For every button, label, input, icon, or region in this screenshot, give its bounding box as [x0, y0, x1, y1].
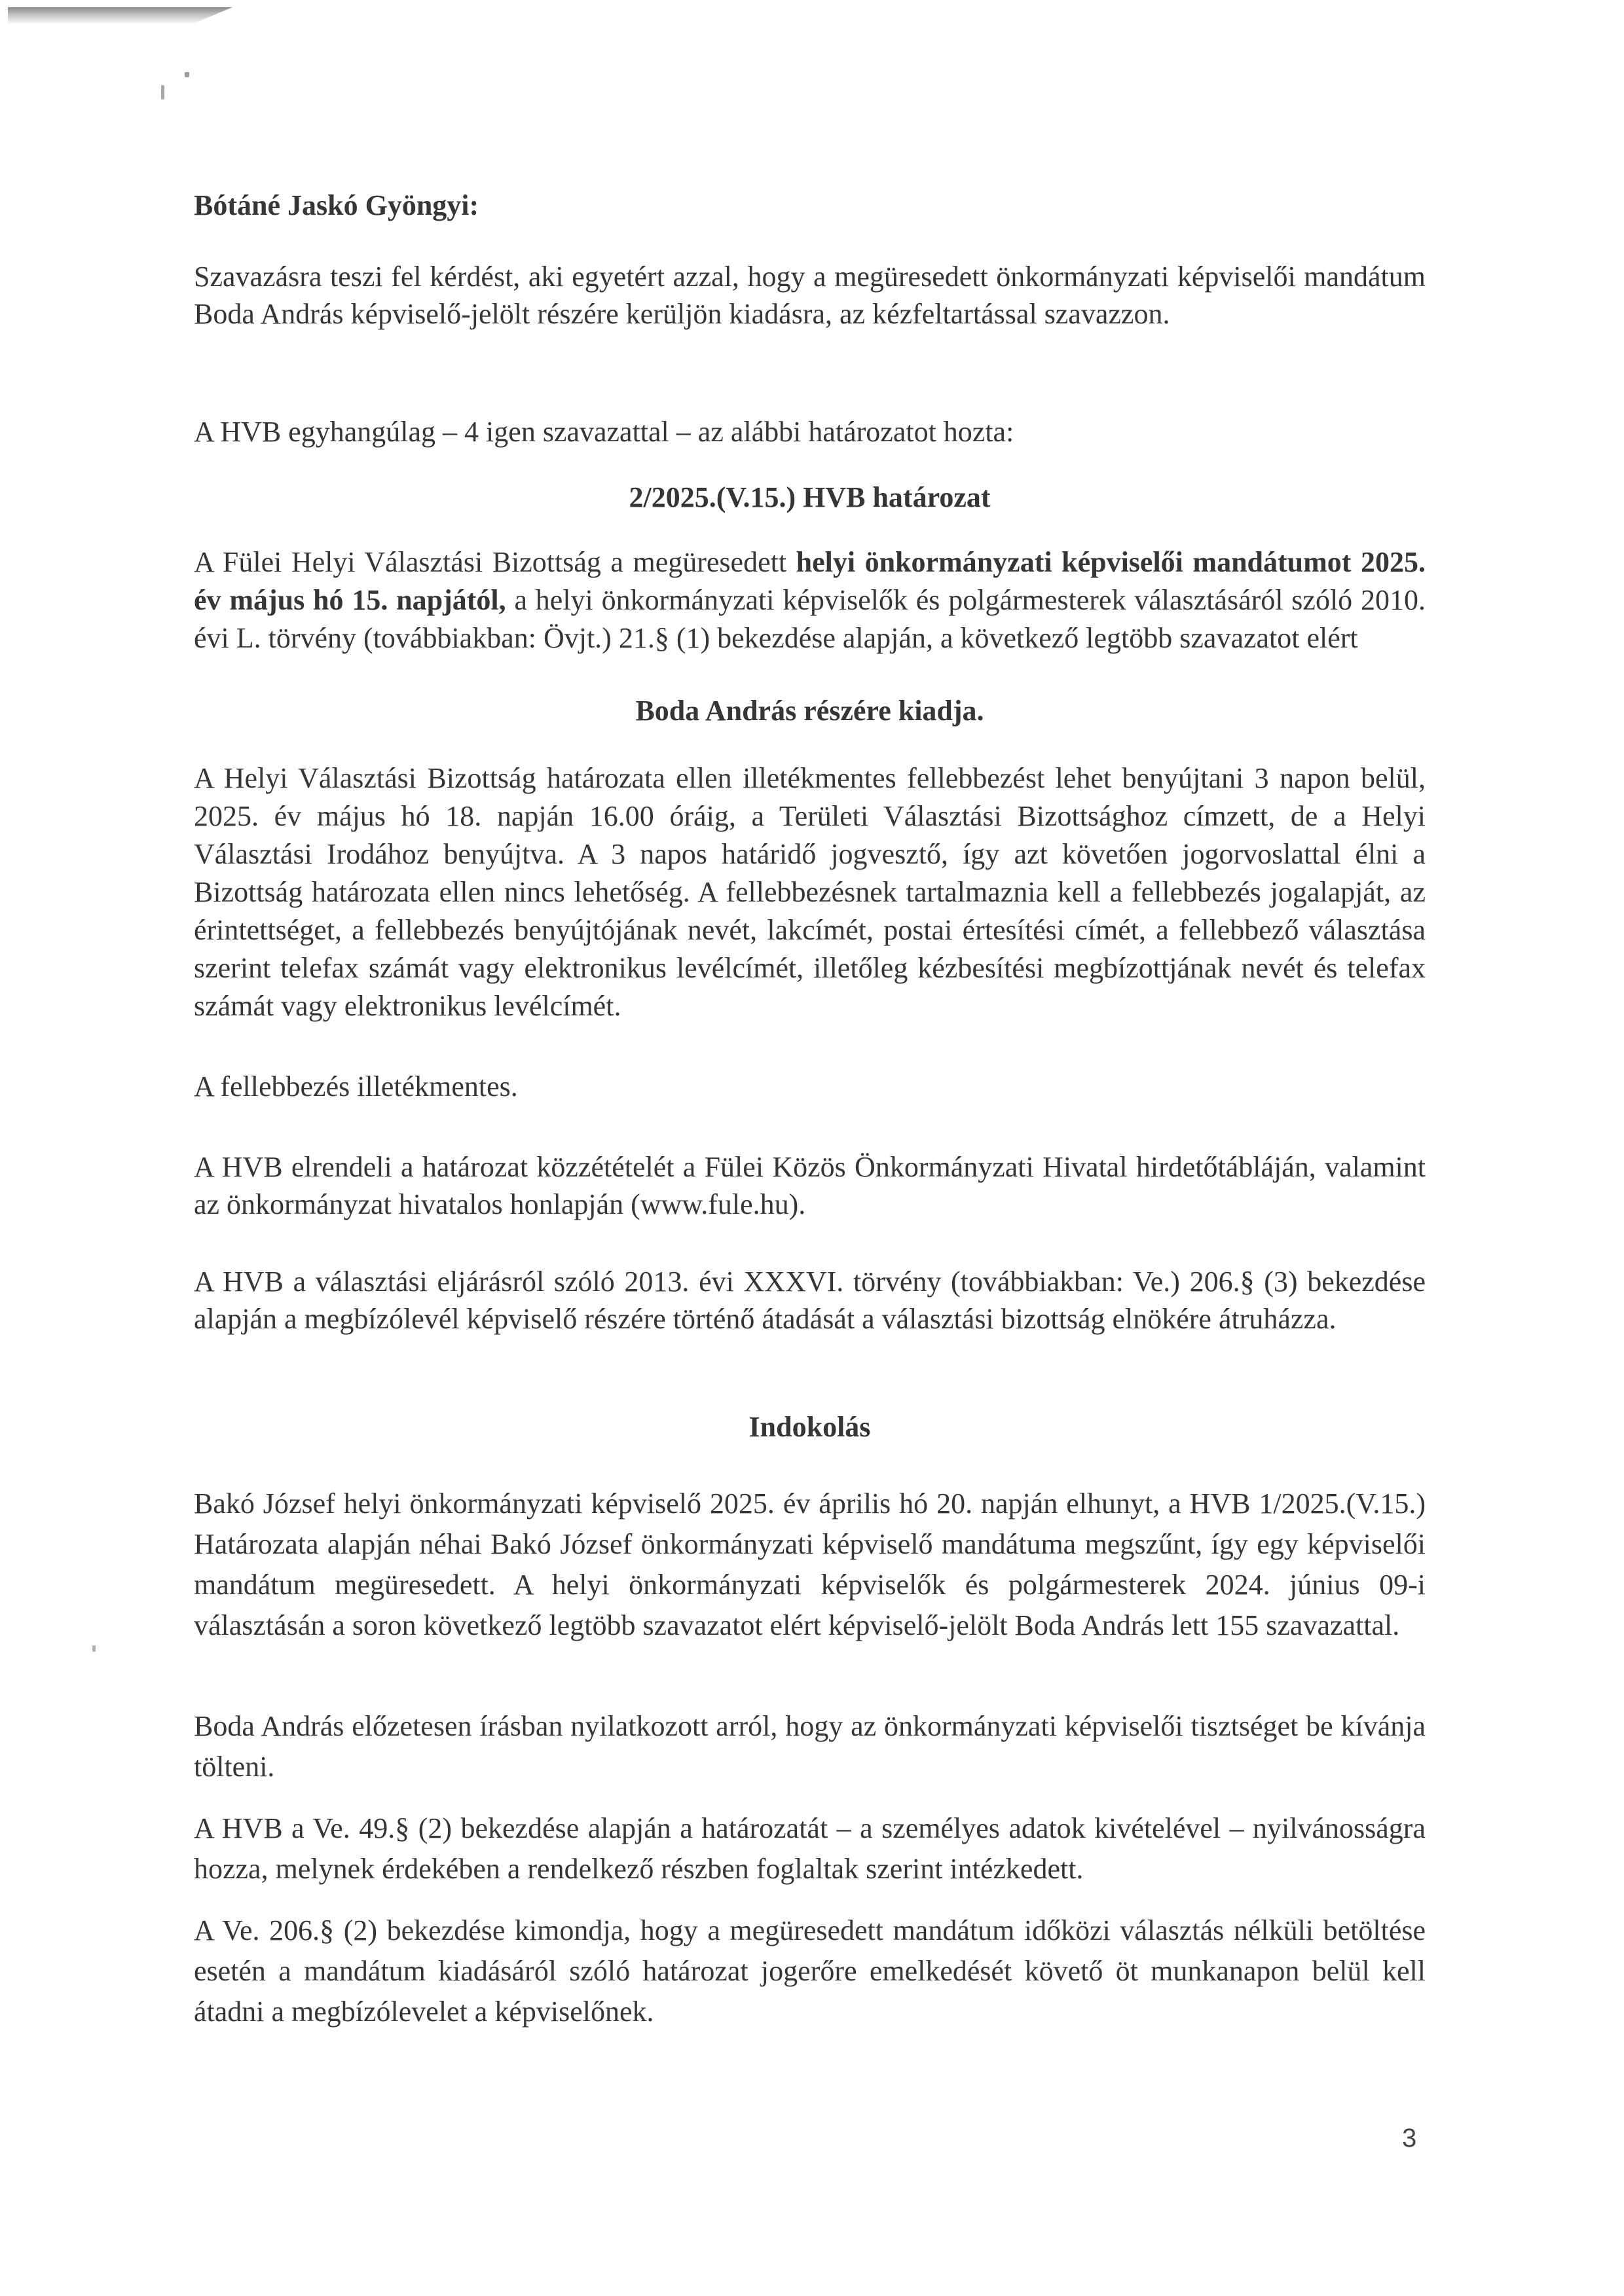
appeal-paragraph: A Helyi Választási Bizottság határozata ellen illetékmentes fellebbezést lehet benyújtani 3 napon belül, 2025. év május hó 18. napján 16.00 óráig, a Területi Választási Bizottsághoz címzett, de a Helyi Választási Irodához benyújtva. A 3 napos határidő jogvesztő, így azt követően jogorvoslattal élni a Bizottság határozata ellen nincs lehetőség. A fellebbezésnek tartalmaznia kell a fellebbezés jogalapját, az érintettséget, a fellebbezés benyújtójának nevét, lakcímét, postai értesítési címét, a fellebbező választása szerint telefax számát vagy elektronikus levélcímét, illetőleg kézbesítési megbízottjának nevét és telefax számát vagy elektronikus levélcímét.: [194, 762, 1426, 1022]
scan-speck: [161, 85, 164, 100]
justification-paragraph-3: A HVB a Ve. 49.§ (2) bekezdése alapján a határozatát – a személyes adatok kivételével – nyilvánosságra hozza, melynek érdekében a rendelkező részben foglaltak szerint intézkedett.: [194, 1812, 1426, 1885]
document-page: [194, 0, 1426, 2296]
justification-title: Indokolás: [748, 1411, 871, 1443]
page-number: 3: [1402, 2124, 1417, 2153]
scan-speck: [185, 72, 189, 77]
justification-paragraph-1: Bakó József helyi önkormányzati képviselő 2025. év április hó 20. napján elhunyt, a HVB 1/2025.(V.15.) Határozata alapján néhai Bakó József önkormányzati képviselő mandátuma megszűnt, így egy képviselői mandátum megüresedett. A helyi önkormányzati képviselők és polgármesterek 2024. június 09-i választásán a soron következő legtöbb szavazatot elért képviselő-jelölt Boda András lett 155 szavazattal.: [194, 1487, 1426, 1641]
justification-paragraph-2: Boda András előzetesen írásban nyilatkozott arról, hogy az önkormányzati képviselői tisztséget be kívánja tölteni.: [194, 1710, 1426, 1783]
appeal-fee-note: A fellebbezés illetékmentes.: [194, 1070, 518, 1102]
resolution-text-bold: helyi önkormányzati képviselői mandátumot 2025. év május hó 15. napjától,: [194, 546, 1426, 616]
resolution-text-part1: A Fülei Helyi Választási Bizottság a megüresedett: [194, 546, 796, 578]
vote-result: A HVB egyhangúlag – 4 igen szavazattal – az alábbi határozatot hozta:: [194, 416, 1014, 448]
speaker-name: Bótáné Jaskó Gyöngyi:: [194, 189, 479, 221]
scan-speck: [92, 1645, 96, 1652]
delegation-paragraph: A HVB a választási eljárásról szóló 2013. évi XXXVI. törvény (továbbiakban: Ve.) 206.§ (3) bekezdése alapján a megbízólevél képviselő részére történő átadását a választási bizottság elnökére átruházza.: [194, 1266, 1426, 1335]
publication-paragraph: A HVB elrendeli a határozat közzétételét a Fülei Közös Önkormányzati Hivatal hirdetőtábláján, valamint az önkormányzat hivatalos honlapján (www.fule.hu).: [194, 1151, 1426, 1220]
intro-paragraph: Szavazásra teszi fel kérdést, aki egyetért azzal, hogy a megüresedett önkormányzati képviselői mandátum Boda András képviselő-jelölt részére kerüljön kiadásra, az kézfeltartással szavazzon.: [194, 261, 1426, 330]
resolution-title: 2/2025.(V.15.) HVB határozat: [629, 481, 991, 513]
resolution-text-part2: a helyi önkormányzati képviselők és polgármesterek választásáról szóló 2010. évi L. törvény (továbbiakban: Övjt.) 21.§ (1) bekezdése alapján, a következő legtöbb szavazatot elért: [194, 584, 1426, 654]
justification-paragraph-4: A Ve. 206.§ (2) bekezdése kimondja, hogy a megüresedett mandátum időközi választás nélküli betöltése esetén a mandátum kiadásáról szóló határozat jogerőre emelkedését követő öt munkanapon belül kell átadni a megbízólevelet a képviselőnek.: [194, 1914, 1426, 2028]
resolution-text: [194, 543, 1426, 657]
resolution-decision: Boda András részére kiadja.: [635, 695, 984, 727]
